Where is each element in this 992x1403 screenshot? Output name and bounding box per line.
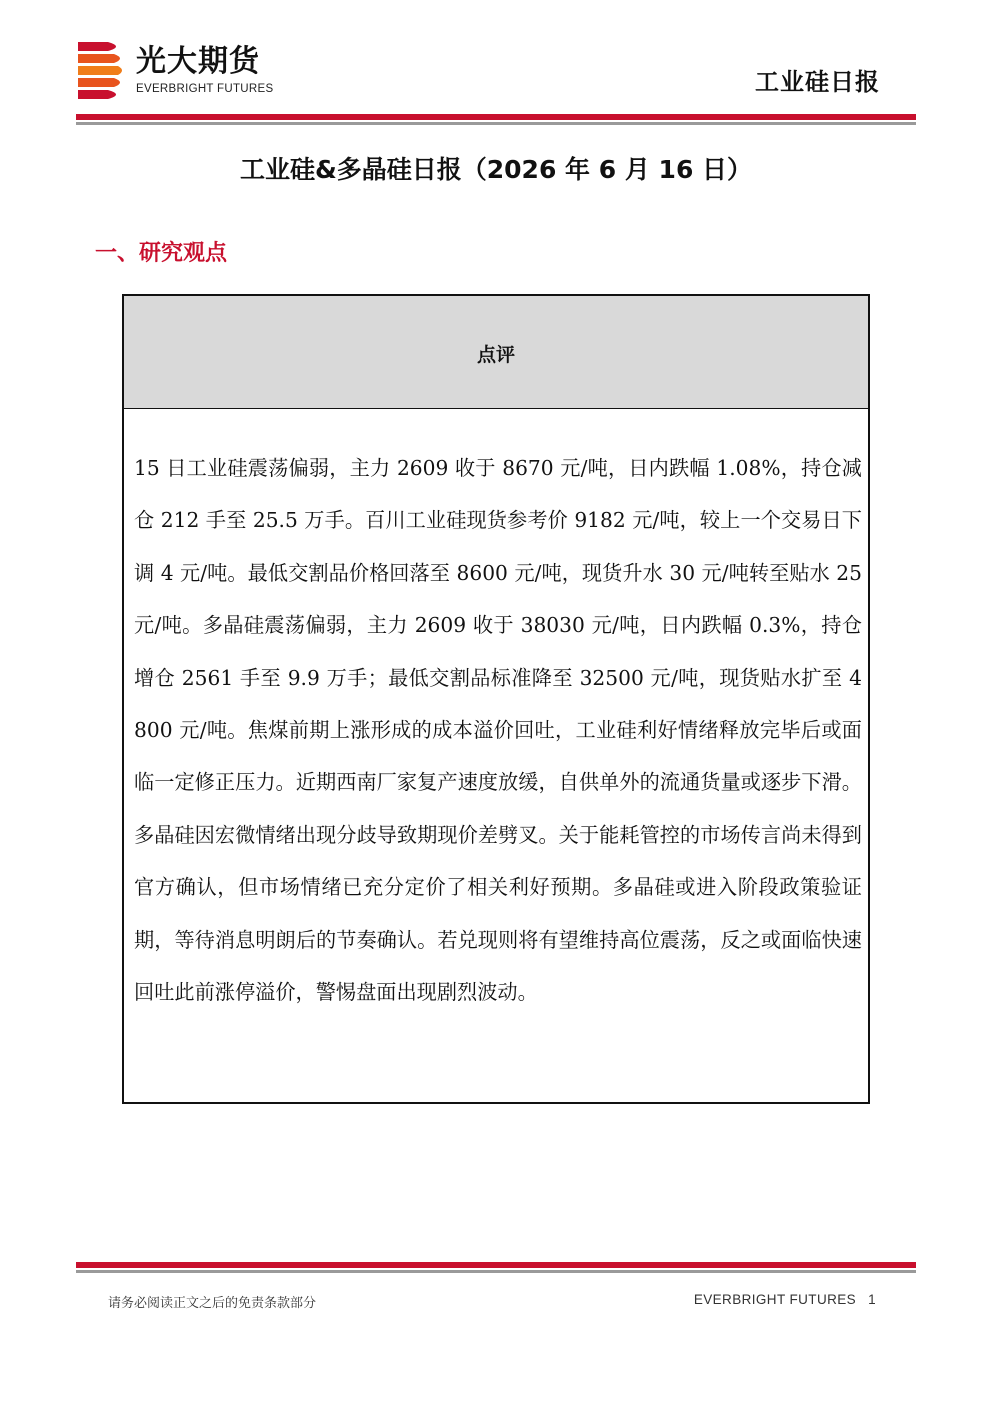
- review-table-header-label: 点评: [476, 344, 515, 366]
- everbright-logo-icon: [78, 42, 126, 100]
- footer-company: EVERBRIGHT FUTURES: [693, 1292, 857, 1307]
- footer-right: [694, 1292, 876, 1307]
- report-name: 工业硅日报: [755, 68, 880, 96]
- review-table-header: [124, 296, 868, 409]
- review-table-body: 15 日工业硅震荡偏弱，主力 2609 收于 8670 元/吨，日内跌幅 1.08%，持仓减仓 212 手至 25.5 万手。百川工业硅现货参考价 9182 元/吨，较上一个交易日下调 4 元/吨。最低交割品价格回落至 8600 元/吨，现货升水 30 元/吨转至贴水 25 元/吨。多晶硅震荡偏弱，主力 2609 收于 38030 元/吨，日内跌幅 0.3%，持仓增仓 2561 手至 9.9 万手；最低交割品标准降至 32500 元/吨，现货贴水扩至 4800 元/吨。焦煤前期上涨形成的成本溢价回吐，工业硅利好情绪释放完毕后或面临一定修正压力。近期西南厂家复产速度放缓，自供单外的流通货量或逐步下滑。多晶硅因宏微情绪出现分歧导致期现价差劈叉。关于能耗管控的市场传言尚未得到官方确认，但市场情绪已充分定价了相关利好预期。多晶硅或进入阶段政策验证期，等待消息明朗后的节奏确认。若兑现则将有望维持高位震荡，反之或面临快速回吐此前涨停溢价，警惕盘面出现剧烈波动。: [134, 456, 863, 1005]
- review-table: [122, 294, 870, 1104]
- logo-name-en: EVERBRIGHT FUTURES: [136, 83, 274, 95]
- page-header: [0, 0, 992, 130]
- company-logo: [78, 42, 288, 100]
- logo-name-cn: 光大期货: [136, 44, 260, 79]
- header-divider: [76, 114, 916, 128]
- footer-divider: [76, 1262, 916, 1276]
- page-number: 1: [868, 1292, 876, 1307]
- section-heading: 一、研究观点: [95, 241, 228, 266]
- footer-disclaimer: 请务必阅读正文之后的免责条款部分: [108, 1296, 317, 1311]
- report-title: 工业硅&多晶硅日报（2026 年 6 月 16 日）: [239, 155, 753, 184]
